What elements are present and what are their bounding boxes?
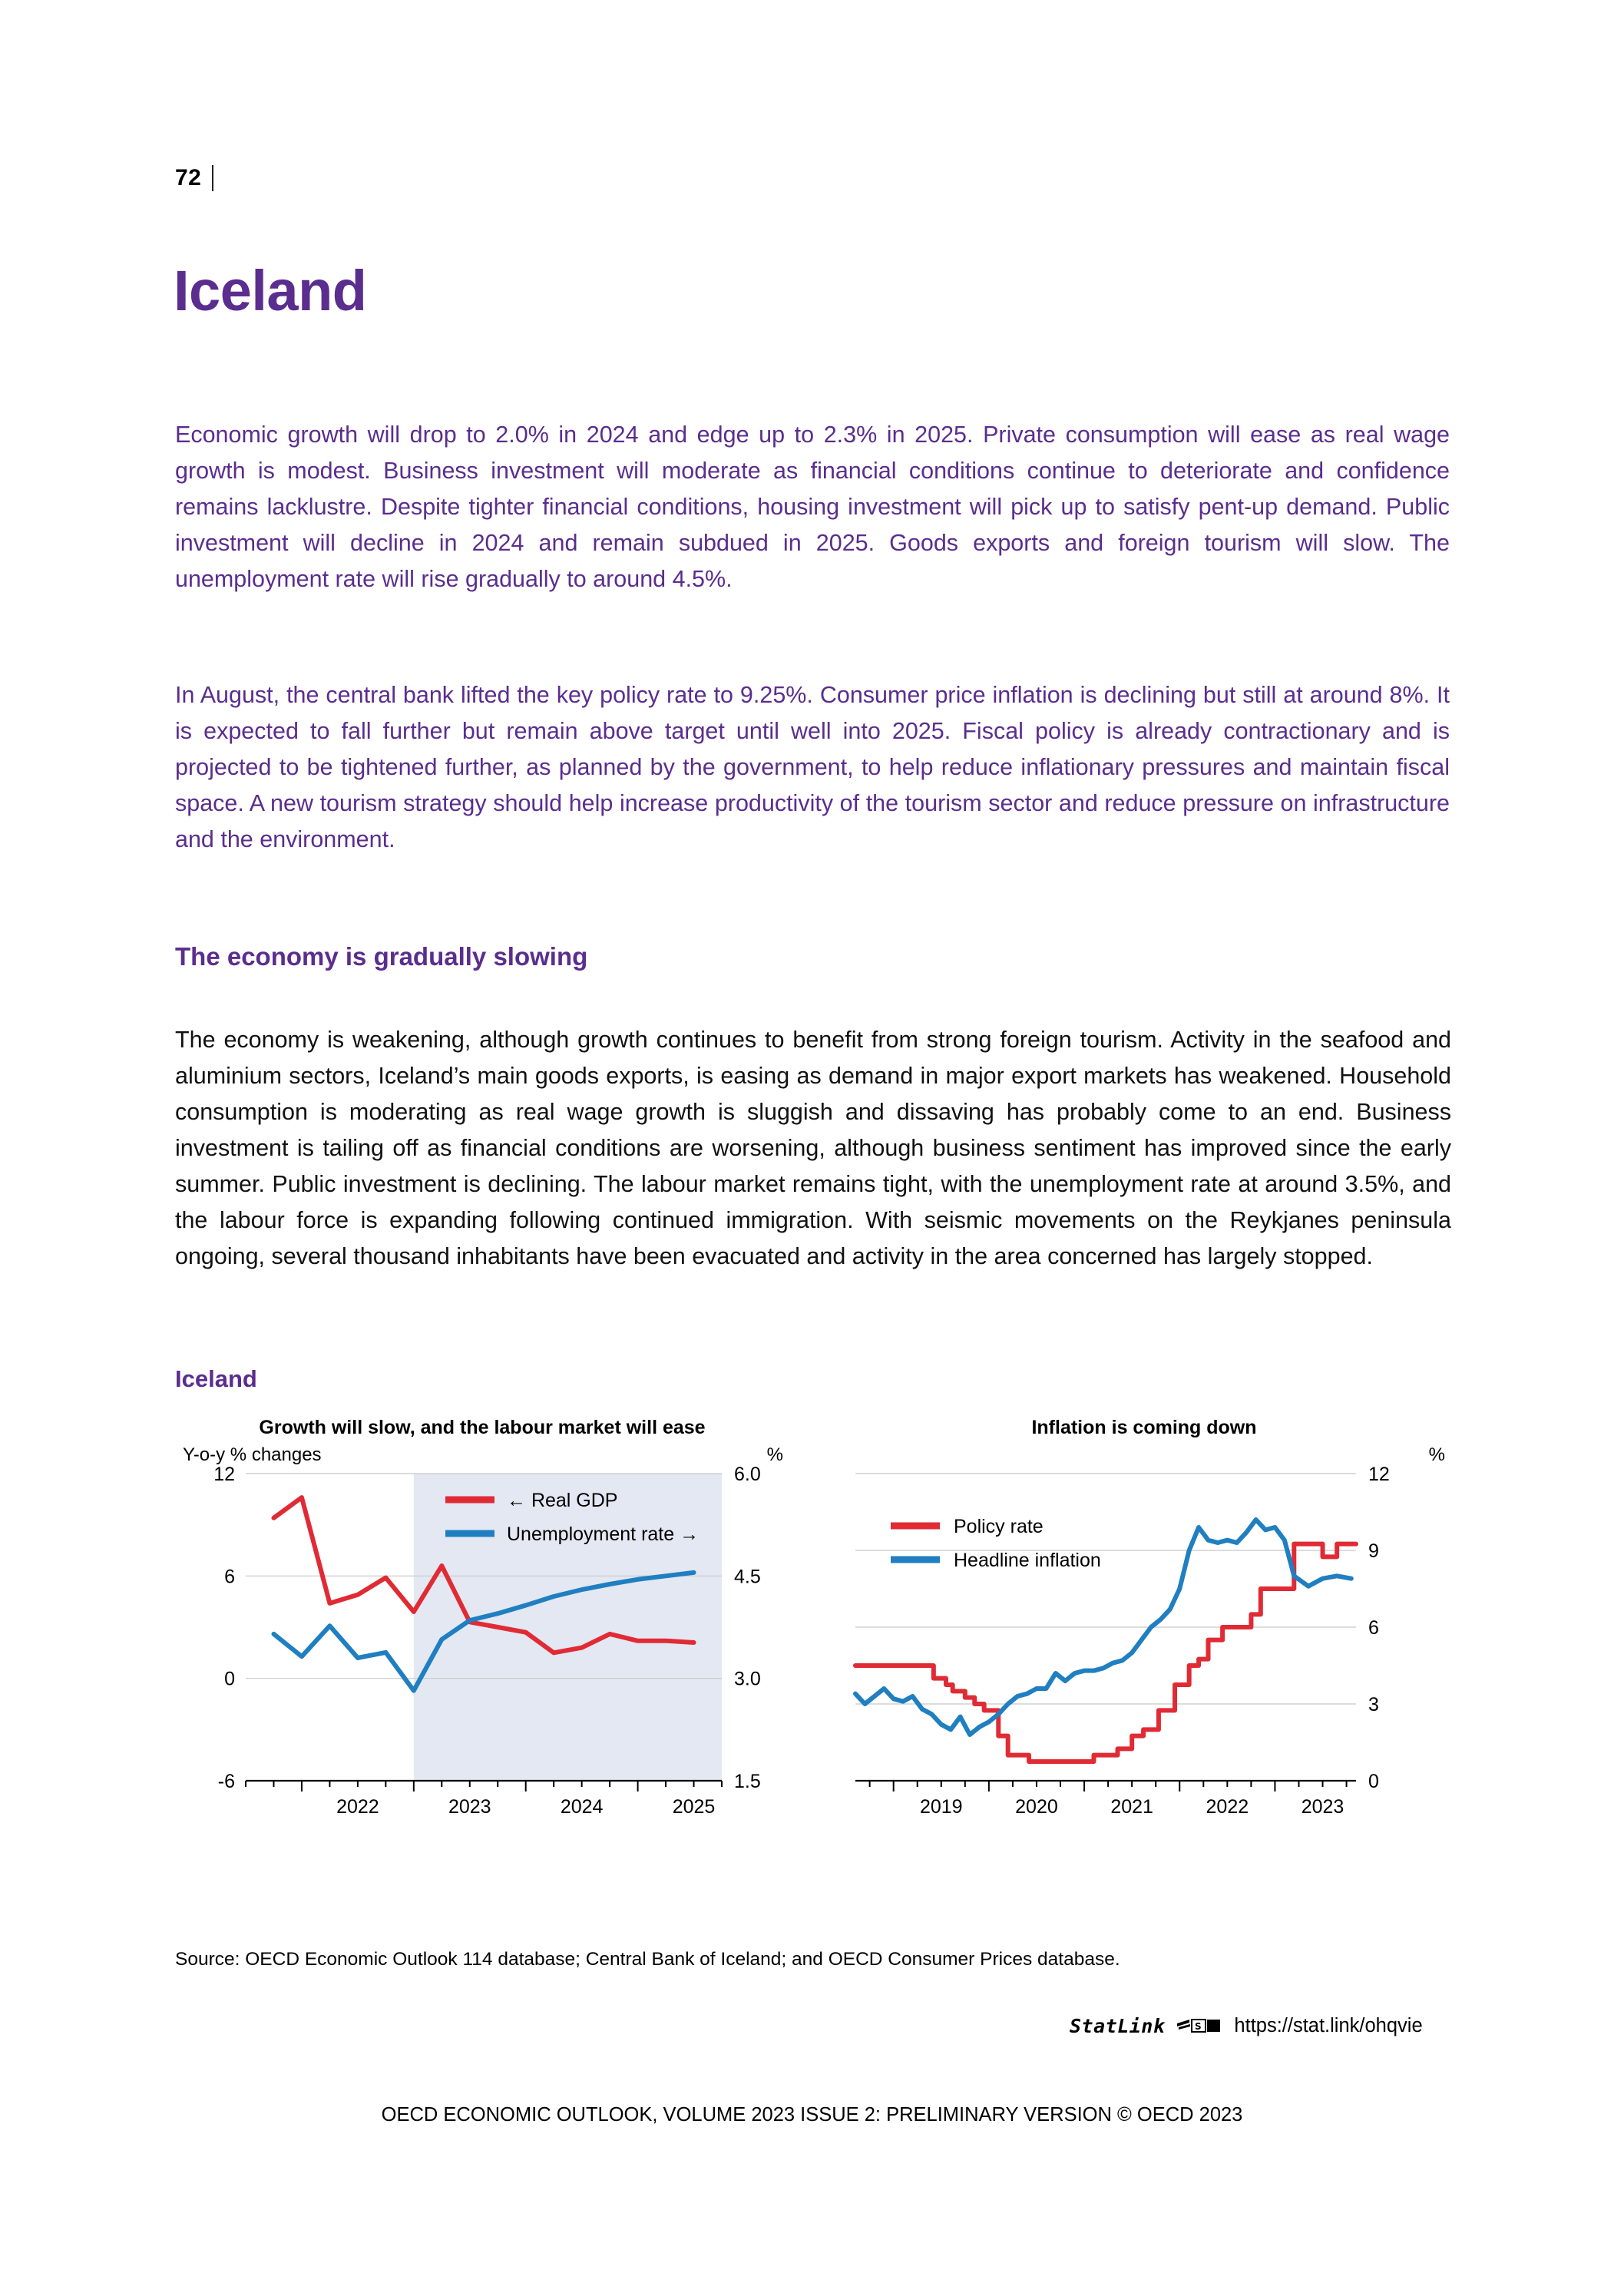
x-axis-tick-label: 2023 [1301,1796,1345,1818]
chart-left-y-axis-right-unit: % [766,1444,783,1465]
section-heading: The economy is gradually slowing [175,942,588,971]
y-axis-tick-left: 6 [224,1566,235,1588]
y-axis-tick-right: 1.5 [734,1771,761,1792]
y-axis-tick-left: 12 [213,1464,235,1485]
chart-title-right: Inflation is coming down [1031,1417,1257,1438]
y-axis-tick-right: 6.0 [734,1464,761,1485]
page-header [175,165,213,191]
statlink-label: StatLink [1070,2015,1166,2037]
y-axis-tick-left: 0 [224,1668,235,1690]
chart-right-canvas [837,1443,1451,1919]
y-axis-tick-right: 4.5 [734,1566,761,1588]
section-body-paragraph: The economy is weakening, although growth continues to benefit from strong foreign tourism. Activity in the seafood and aluminium sectors, Iceland’s main goods exports, is easing as demand in major export markets has weakened. Household consumption is moderating as real wage growth is sluggish and dissaving has probably come to an end. Business investment is tailing off as financial conditions are worsening, although business sentiment has improved since the early summer. Public investment is declining. The labour market remains tight, with the unemployment rate at around 3.5%, and the labour force is expanding following continued immigration. With seismic movements on the Reykjanes peninsula ongoing, several thousand inhabitants have been evacuated and activity in the area concerned has largely stopped. [175,1026,1451,1269]
y-axis-tick-right: 0 [1368,1771,1379,1792]
y-axis-tick-right: 3 [1368,1694,1379,1715]
x-axis-tick-label: 2020 [1015,1796,1058,1818]
x-axis-tick-label: 2024 [560,1796,604,1818]
chart-right-y-axis-unit: % [1428,1444,1445,1465]
svg-text:S: S [1195,2020,1202,2032]
x-axis-tick-label: 2023 [448,1796,491,1818]
x-axis-tick-label: 2025 [672,1796,716,1818]
statlink-barcode-icon [1177,2016,1222,2036]
page-number-divider [212,165,213,191]
chart-title-left: Growth will slow, and the labour market will ease [259,1417,706,1438]
statlink-row[interactable] [1070,2015,1423,2037]
y-axis-tick-right: 12 [1368,1464,1390,1485]
data-series-line [855,1544,1356,1762]
x-axis-tick-label: 2021 [1110,1796,1153,1818]
legend-label: Headline inflation [954,1550,1101,1571]
legend-label: ← Real GDP [507,1490,618,1511]
y-axis-tick-right: 3.0 [734,1668,761,1690]
statlink-url[interactable]: https://stat.link/ohqvie [1234,2015,1423,2036]
intro-paragraph-1: Economic growth will drop to 2.0% in 2024 and edge up to 2.3% in 2025. Private consumption will ease as real wage growth is modest. Business investment will moderate as financial conditions continue to deteriorate and confidence remains lacklustre. Despite tighter financial conditions, housing investment will pick up to satisfy pent-up demand. Public investment will decline in 2024 and remain subdued in 2025. Goods exports and foreign tourism will slow. The unemployment rate will rise gradually to around 4.5%. [175,421,1450,592]
figure-group-label: Iceland [175,1365,257,1392]
x-axis-tick-label: 2022 [336,1796,379,1818]
intro-paragraph-2: In August, the central bank lifted the key policy rate to 9.25%. Consumer price inflation is declining but still at around 8%. It is expected to fall further but remain above target until well into 2025. Fiscal policy is already contractionary and is projected to be tightened further, as planned by the government, to help reduce inflationary pressures and maintain fiscal space. A new tourism strategy should help increase productivity of the tourism sector and reduce pressure on infrastructure and the environment. [175,681,1450,852]
chart-left-y-axis-unit-label: Y-o-y % changes [183,1444,322,1465]
legend-label: Policy rate [954,1516,1044,1537]
chart-left-canvas [175,1443,789,1919]
y-axis-tick-right: 6 [1368,1617,1379,1639]
page-number: 72 [175,165,202,190]
page-footer: OECD ECONOMIC OUTLOOK, VOLUME 2023 ISSUE 2: PRELIMINARY VERSION © OECD 2023 [381,2104,1243,2126]
x-axis-tick-label: 2022 [1206,1796,1249,1818]
page-title: Iceland [174,258,367,323]
figure-source-note: Source: OECD Economic Outlook 114 database; Central Bank of Iceland; and OECD Consumer Prices database. [175,1949,1120,1970]
legend-label: Unemployment rate → [507,1523,700,1545]
y-axis-tick-left: -6 [217,1771,235,1792]
figure-charts-row [175,1417,1451,1924]
chart-growth-labour-market [175,1417,789,1924]
x-axis-tick-label: 2019 [919,1796,963,1818]
y-axis-tick-right: 9 [1368,1540,1379,1562]
chart-inflation [837,1417,1451,1924]
